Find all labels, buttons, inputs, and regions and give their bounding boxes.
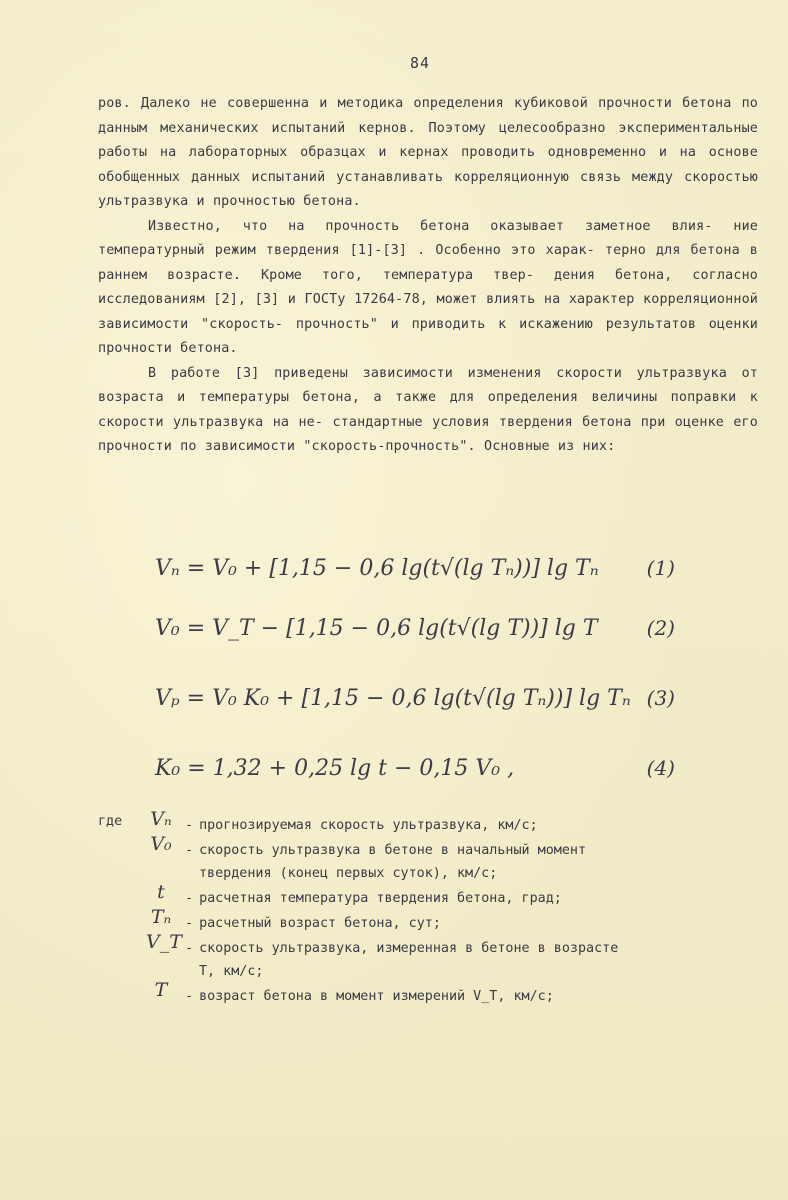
definitions-prefix: где [98,814,123,829]
definition-item [98,981,758,1006]
formula-number: (2) [646,616,675,640]
text-line: данных испытаний устанавливать корреляционную связь между [191,169,674,185]
formula-expression: K₀ = 1,32 + 0,25 lg t − 0,15 V₀ , [155,756,515,781]
definition-item [98,908,758,933]
text-line: дения бетона, согласно исследованиям [2], [3] и ГОСТу 17264-78, [98,267,759,307]
formula-number: (3) [646,686,675,710]
formula-1 [155,556,675,606]
text-line: ние температурный режим твердения [1]-[3] . Особенно это харак- [98,218,758,258]
text-line: ров. Далеко не совершенна и методика определения кубиковой [98,96,588,111]
definition-text: - прогнозируемая скорость ультразвука, км/с; [185,818,538,833]
definition-symbol: V_T [146,931,182,953]
formula-number: (4) [646,756,675,780]
definition-item [98,810,758,835]
formula-4 [155,756,675,806]
definition-item [98,835,758,883]
text-line: бетона. [180,341,238,356]
definition-text: - возраст бетона в момент измерений V_T, км/с; [185,989,554,1004]
text-line: прочность" и приводить к искажению результатов оценки прочности [98,316,758,356]
formula-expression: Vₙ = V₀ + [1,15 − 0,6 lg(t√(lg Tₙ))] lg Tₙ [155,556,599,581]
paragraph-1 [98,92,758,215]
definition-text: - расчетный возраст бетона, сут; [185,916,441,931]
definition-line: расчетная температура твердения бетона, град; [199,891,562,906]
definitions-list [98,810,758,1006]
formula-expression: V₀ = V_T − [1,15 − 0,6 lg(t√(lg T))] lg T [155,616,598,641]
formula-expression: Vₚ = V₀ K₀ + [1,15 − 0,6 lg(t√(lg Tₙ))] lg Tₙ [155,686,631,711]
definition-line: твердения (конец первых суток), км/с; [199,866,498,881]
text-line: образцах и кернах проводить одновременно и на основе обобщенных [98,145,758,185]
text-line: стандартные условия твердения бетона при оценке его прочности [98,414,758,454]
definition-line: возраст бетона в момент измерений V_T, км/с; [199,989,554,1004]
text-line: Известно, что на прочность бетона оказывает заметное влия- [148,218,713,234]
definition-symbol: V₀ [150,833,172,855]
text-line: может влиять на характер корреляционной зависимости "скорость- [98,292,758,332]
formula-number: (1) [646,556,675,580]
definition-line: расчетный возраст бетона, сут; [199,916,441,931]
body-text [98,92,758,460]
definition-symbol: Tₙ [150,906,172,928]
definition-text: - расчетная температура твердения бетона, град; [185,891,562,906]
definition-symbol: T [154,979,168,1001]
text-line: Поэтому целесообразно экспериментальные работы на лабораторных [98,120,759,160]
definition-text: - скорость ультразвука, измеренная в бетоне в возрасте T, км/с; [185,937,760,983]
definition-symbol: Vₙ [150,808,172,830]
formula-2 [155,616,675,666]
definition-line: скорость ультразвука, измеренная в бетоне в возрасте [199,941,619,956]
text-line: В работе [3] приведены зависимости изменения скорости [148,365,622,381]
text-line: ультразвука от возраста и температуры бетона, а также для [98,365,759,405]
formula-3 [155,686,675,736]
definition-symbol: t [157,881,165,903]
text-line: прочности бетона по данным механических испытаний кернов. [98,96,758,136]
definition-line: прогнозируемая скорость ультразвука, км/с; [199,818,538,833]
text-line: терно для бетона в раннем возрасте. Кроме того, температура твер- [98,243,758,283]
text-line: определения величины поправки к скорости ультразвука на не- [98,390,758,430]
definition-item [98,883,758,908]
paragraph-2 [98,215,758,362]
definition-line: T, км/с; [199,964,264,979]
definition-item [98,933,758,981]
definition-line: скорость ультразвука в бетоне в начальный момент [199,843,587,858]
paragraph-3 [98,362,758,460]
definition-text: - скорость ультразвука в бетоне в начальный момент твердения (конец первых суток), км/с; [185,839,760,885]
text-line: по зависимости "скорость-прочность". Основные из них: [180,439,616,454]
page-number: 84 [410,54,431,72]
text-line: скоростью ультразвука и прочностью бетона. [98,169,759,209]
